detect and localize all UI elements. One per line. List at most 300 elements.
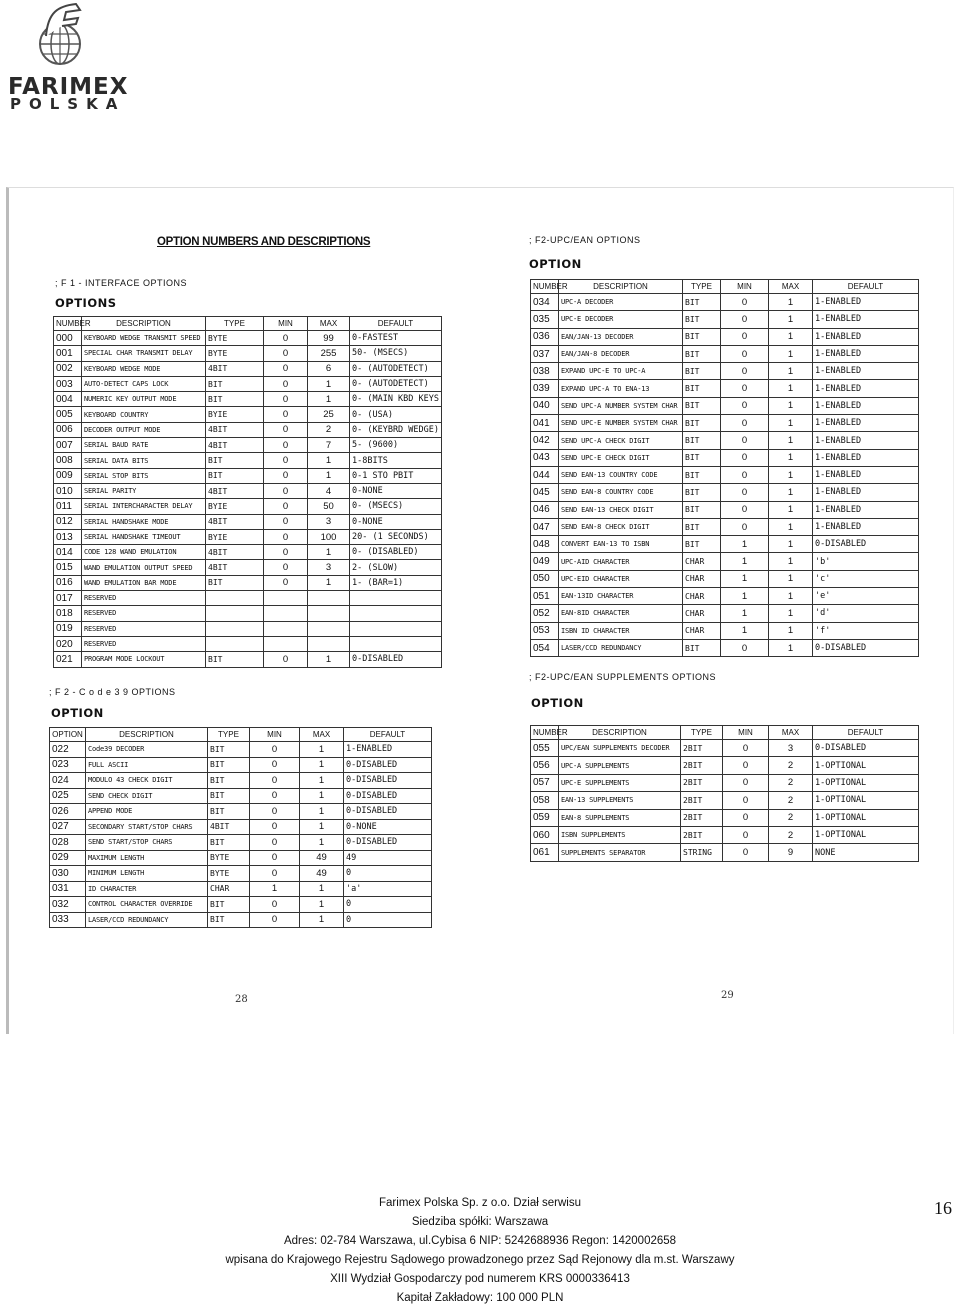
option-number: 035: [531, 311, 559, 328]
option-description: EXPAND UPC-E TO UPC-A: [559, 363, 683, 380]
option-description: SERIAL STOP BITS: [82, 468, 206, 483]
option-default: [350, 636, 442, 651]
option-number: 012: [54, 514, 82, 529]
option-min: 0: [264, 483, 308, 498]
footer-line: Kapitał Zakładowy: 100 000 PLN: [396, 1292, 564, 1304]
option-default: 1-OPTIONAL: [813, 774, 919, 791]
option-default: 1-ENABLED: [813, 415, 919, 432]
option-description: MINIMUM LENGTH: [86, 866, 208, 882]
option-number: 002: [54, 361, 82, 376]
option-min: 0: [250, 804, 300, 820]
option-description: UPC/EAN SUPPLEMENTS DECODER: [559, 740, 681, 757]
option-max: 1: [308, 575, 350, 590]
option-description: PROGRAM MODE LOCKOUT: [82, 652, 206, 667]
option-min: 0: [264, 438, 308, 453]
table-row: [54, 407, 442, 422]
option-type: 2BIT: [681, 792, 723, 809]
option-default: 1-OPTIONAL: [813, 792, 919, 809]
option-min: 0: [264, 545, 308, 560]
option-default: 0- (USA): [350, 407, 442, 422]
column-header: MIN: [250, 728, 300, 742]
table-row: [531, 397, 919, 414]
option-default: 0-NONE: [344, 819, 432, 835]
option-min: 0: [250, 866, 300, 882]
option-number: 049: [531, 553, 559, 570]
column-header: MAX: [308, 317, 350, 331]
company-footer: [150, 1194, 810, 1308]
option-min: 0: [264, 392, 308, 407]
option-number: 022: [50, 742, 86, 758]
option-description: RESERVED: [82, 606, 206, 621]
option-default: 1-ENABLED: [344, 742, 432, 758]
option-number: 033: [50, 912, 86, 928]
option-description: MODULO 43 CHECK DIGIT: [86, 773, 208, 789]
column-header: MIN: [721, 280, 769, 294]
option-type: BIT: [683, 363, 721, 380]
option-description: DECODER OUTPUT MODE: [82, 422, 206, 437]
f2-code39-option-heading: OPTION: [51, 706, 104, 720]
option-default: 0: [344, 897, 432, 913]
option-number: 021: [54, 652, 82, 667]
table-row: [54, 621, 442, 636]
option-description: SEND EAN-13 COUNTRY CODE: [559, 466, 683, 483]
table-header-row: [50, 728, 432, 742]
option-default: 0-DISABLED: [344, 804, 432, 820]
column-header: MAX: [769, 280, 813, 294]
option-type: BIT: [683, 536, 721, 553]
option-type: CHAR: [683, 588, 721, 605]
option-type: BYTE: [206, 331, 264, 346]
column-header: TYPE: [208, 728, 250, 742]
option-type: BIT: [208, 742, 250, 758]
option-description: UPC-E SUPPLEMENTS: [559, 774, 681, 791]
option-min: 0: [250, 773, 300, 789]
table-row: [531, 809, 919, 826]
option-description: SEND UPC-A NUMBER SYSTEM CHAR: [559, 397, 683, 414]
option-description: EAN-8ID CHARACTER: [559, 605, 683, 622]
option-number: 020: [54, 636, 82, 651]
option-default: 0-FASTEST: [350, 331, 442, 346]
table-row: [531, 588, 919, 605]
option-default: 1-ENABLED: [813, 484, 919, 501]
table-row: [54, 606, 442, 621]
option-type: CHAR: [683, 553, 721, 570]
option-type: BIT: [206, 575, 264, 590]
table-row: [531, 501, 919, 518]
option-number: 008: [54, 453, 82, 468]
option-max: [308, 636, 350, 651]
option-number: 017: [54, 591, 82, 606]
option-max: 1: [308, 453, 350, 468]
option-description: SEND CHECK DIGIT: [86, 788, 208, 804]
column-header: MAX: [300, 728, 344, 742]
option-number: 034: [531, 294, 559, 311]
option-max: 1: [300, 788, 344, 804]
table-row: [531, 432, 919, 449]
option-description: SEND EAN-8 CHECK DIGIT: [559, 518, 683, 535]
option-type: 4BIT: [208, 819, 250, 835]
option-min: 0: [721, 311, 769, 328]
option-type: BIT: [208, 757, 250, 773]
table-row: [54, 514, 442, 529]
option-min: 0: [721, 432, 769, 449]
option-number: 056: [531, 757, 559, 774]
option-number: 039: [531, 380, 559, 397]
option-number: 040: [531, 397, 559, 414]
option-min: 1: [721, 553, 769, 570]
option-max: 3: [769, 740, 813, 757]
option-min: 0: [264, 422, 308, 437]
option-type: BIT: [206, 376, 264, 391]
option-type: BIT: [683, 484, 721, 501]
option-min: 0: [250, 850, 300, 866]
table-row: [50, 866, 432, 882]
footer-line: Siedziba spółki: Warszawa: [411, 1216, 549, 1228]
option-default: 0- (KEYBRD WEDGE): [350, 422, 442, 437]
option-min: 1: [721, 605, 769, 622]
option-number: 058: [531, 792, 559, 809]
table-row: [54, 422, 442, 437]
table-row: [54, 499, 442, 514]
option-max: 1: [769, 311, 813, 328]
option-default: [350, 621, 442, 636]
option-min: 0: [723, 740, 769, 757]
option-number: 009: [54, 468, 82, 483]
table-row: [531, 536, 919, 553]
option-type: BIT: [683, 466, 721, 483]
option-max: 1: [769, 553, 813, 570]
globe-logo-icon: [36, 2, 84, 70]
option-number: 031: [50, 881, 86, 897]
option-default: 1-ENABLED: [813, 311, 919, 328]
option-number: 061: [531, 844, 559, 861]
document-page-number: 16: [934, 1198, 952, 1218]
option-min: 0: [264, 575, 308, 590]
option-type: BIT: [208, 788, 250, 804]
option-description: AUTO-DETECT CAPS LOCK: [82, 376, 206, 391]
table-row: [50, 819, 432, 835]
f2-supplements-option-heading: OPTION: [531, 696, 584, 710]
option-default: 1-ENABLED: [813, 363, 919, 380]
option-type: BIT: [683, 328, 721, 345]
table-row: [531, 605, 919, 622]
option-type: BIT: [683, 345, 721, 362]
option-default: 0- (MAIN KBD KEYS: [350, 392, 442, 407]
table-row: [531, 622, 919, 639]
option-min: 1: [721, 588, 769, 605]
option-max: 2: [769, 774, 813, 791]
option-max: 1: [769, 345, 813, 362]
option-number: 037: [531, 345, 559, 362]
table-row: [50, 912, 432, 928]
table-row: [50, 742, 432, 758]
option-type: STRING: [681, 844, 723, 861]
option-type: [206, 606, 264, 621]
option-type: 2BIT: [681, 740, 723, 757]
option-description: EAN-13 SUPPLEMENTS: [559, 792, 681, 809]
table-row: [531, 774, 919, 791]
option-min: 0: [721, 345, 769, 362]
option-description: SERIAL PARITY: [82, 483, 206, 498]
option-default: 1-ENABLED: [813, 345, 919, 362]
brand-name: FARIMEX: [8, 74, 129, 100]
option-description: SEND UPC-A CHECK DIGIT: [559, 432, 683, 449]
option-default: 'd': [813, 605, 919, 622]
option-type: BIT: [208, 912, 250, 928]
option-max: 1: [769, 518, 813, 535]
option-number: 032: [50, 897, 86, 913]
table-row: [531, 826, 919, 843]
option-min: 0: [721, 294, 769, 311]
scanned-manual-pages: [6, 187, 954, 1034]
option-description: UPC-E DECODER: [559, 311, 683, 328]
table-row: [531, 518, 919, 535]
option-min: 0: [721, 380, 769, 397]
table-row: [531, 553, 919, 570]
option-description: KEYBOARD WEDGE TRANSMIT SPEED: [82, 331, 206, 346]
option-description: WAND EMULATION OUTPUT SPEED: [82, 560, 206, 575]
option-max: 6: [308, 361, 350, 376]
option-number: 028: [50, 835, 86, 851]
option-default: 0-DISABLED: [813, 639, 919, 656]
option-max: 7: [308, 438, 350, 453]
option-min: 0: [721, 501, 769, 518]
option-description: RESERVED: [82, 636, 206, 651]
option-max: 1: [769, 449, 813, 466]
table-row: [531, 415, 919, 432]
option-description: CONTROL CHARACTER OVERRIDE: [86, 897, 208, 913]
option-default: 1-ENABLED: [813, 432, 919, 449]
table-row: [531, 345, 919, 362]
option-max: 1: [769, 294, 813, 311]
option-max: 1: [769, 622, 813, 639]
option-default: 2- (SLOW): [350, 560, 442, 575]
option-max: 1: [769, 415, 813, 432]
option-default: 1-ENABLED: [813, 380, 919, 397]
upc-ean-options-table: [530, 279, 919, 657]
table-row: [54, 331, 442, 346]
option-default: 'a': [344, 881, 432, 897]
table-row: [50, 881, 432, 897]
option-max: 1: [769, 397, 813, 414]
option-type: CHAR: [683, 605, 721, 622]
option-description: ID CHARACTER: [86, 881, 208, 897]
option-type: [206, 621, 264, 636]
option-description: LASER/CCD REDUNDANCY: [559, 639, 683, 656]
option-type: BIT: [683, 415, 721, 432]
option-number: 026: [50, 804, 86, 820]
column-header: DEFAULT: [350, 317, 442, 331]
option-type: BYIE: [206, 407, 264, 422]
option-number: 030: [50, 866, 86, 882]
option-description: EXPAND UPC-A TO ENA-13: [559, 380, 683, 397]
option-min: 1: [250, 881, 300, 897]
option-max: 1: [300, 819, 344, 835]
option-description: SEND UPC-E NUMBER SYSTEM CHAR: [559, 415, 683, 432]
option-type: BIT: [206, 468, 264, 483]
option-description: KEYBOARD WEDGE MODE: [82, 361, 206, 376]
table-header-row: [54, 317, 442, 331]
option-default: 0-DISABLED: [813, 740, 919, 757]
option-default: 50- (MSECS): [350, 346, 442, 361]
option-default: 49: [344, 850, 432, 866]
option-default: 'f': [813, 622, 919, 639]
option-min: 0: [264, 453, 308, 468]
option-max: 1: [769, 380, 813, 397]
option-type: BIT: [683, 311, 721, 328]
option-default: 0: [344, 912, 432, 928]
option-number: 019: [54, 621, 82, 636]
option-description: LASER/CCD REDUNDANCY: [86, 912, 208, 928]
table-row: [531, 449, 919, 466]
option-number: 029: [50, 850, 86, 866]
option-type: [206, 591, 264, 606]
option-default: 1-ENABLED: [813, 397, 919, 414]
option-type: 4BIT: [206, 422, 264, 437]
footer-line: XIII Wydział Gospodarczy pod numerem KRS 0000336413: [330, 1273, 630, 1285]
table-header-row: [531, 280, 919, 294]
option-description: SECONDARY START/STOP CHARS: [86, 819, 208, 835]
column-header: NUMBER: [531, 280, 559, 294]
option-default: 1-ENABLED: [813, 294, 919, 311]
option-max: 2: [308, 422, 350, 437]
option-description: UPC-A DECODER: [559, 294, 683, 311]
option-type: [206, 636, 264, 651]
option-description: EAN/JAN-13 DECODER: [559, 328, 683, 345]
option-number: 045: [531, 484, 559, 501]
option-type: BYIE: [206, 529, 264, 544]
option-min: 0: [721, 518, 769, 535]
table-row: [54, 346, 442, 361]
column-header: TYPE: [681, 726, 723, 740]
option-max: 49: [300, 866, 344, 882]
option-default: 'b': [813, 553, 919, 570]
option-default: 'e': [813, 588, 919, 605]
option-min: 0: [264, 529, 308, 544]
option-number: 011: [54, 499, 82, 514]
option-min: 0: [264, 499, 308, 514]
option-number: 044: [531, 466, 559, 483]
option-max: 2: [769, 757, 813, 774]
option-type: 2BIT: [681, 826, 723, 843]
table-row: [50, 897, 432, 913]
option-number: 054: [531, 639, 559, 656]
option-type: BIT: [683, 294, 721, 311]
table-row: [54, 591, 442, 606]
table-row: [531, 380, 919, 397]
code39-options-table: [49, 727, 432, 928]
column-header: TYPE: [683, 280, 721, 294]
option-type: BIT: [683, 639, 721, 656]
option-description: SERIAL HANDSHAKE MODE: [82, 514, 206, 529]
option-default: 1-OPTIONAL: [813, 809, 919, 826]
f2-upc-section-label: ; F2-UPC/EAN OPTIONS: [529, 235, 641, 245]
table-row: [531, 466, 919, 483]
option-min: 0: [250, 912, 300, 928]
option-max: 1: [300, 742, 344, 758]
option-type: BIT: [206, 453, 264, 468]
page-number-left: 28: [235, 994, 248, 1005]
option-max: 1: [300, 881, 344, 897]
option-max: 1: [308, 376, 350, 391]
option-min: 0: [721, 484, 769, 501]
option-number: 047: [531, 518, 559, 535]
option-type: 4BIT: [206, 361, 264, 376]
option-max: 1: [300, 804, 344, 820]
option-description: EAN-13ID CHARACTER: [559, 588, 683, 605]
option-description: CODE 128 WAND EMULATION: [82, 545, 206, 560]
option-max: 1: [769, 570, 813, 587]
column-header: MIN: [723, 726, 769, 740]
option-description: Code39 DECODER: [86, 742, 208, 758]
option-max: 1: [300, 897, 344, 913]
option-type: CHAR: [208, 881, 250, 897]
option-number: 018: [54, 606, 82, 621]
option-default: 0-1 STO PBIT: [350, 468, 442, 483]
option-max: 1: [769, 501, 813, 518]
table-row: [54, 575, 442, 590]
option-max: 1: [300, 912, 344, 928]
table-row: [531, 294, 919, 311]
option-description: SUPPLEMENTS SEPARATOR: [559, 844, 681, 861]
column-header: DEFAULT: [813, 280, 919, 294]
option-max: 50: [308, 499, 350, 514]
option-default: 1-OPTIONAL: [813, 826, 919, 843]
option-number: 043: [531, 449, 559, 466]
option-default: 0-DISABLED: [344, 773, 432, 789]
option-number: 010: [54, 483, 82, 498]
table-row: [54, 361, 442, 376]
option-type: BIT: [208, 835, 250, 851]
option-default: 1-ENABLED: [813, 518, 919, 535]
option-description: MAXIMUM LENGTH: [86, 850, 208, 866]
option-min: 0: [250, 788, 300, 804]
option-description: EAN-8 SUPPLEMENTS: [559, 809, 681, 826]
table-header-row: [531, 726, 919, 740]
table-row: [54, 652, 442, 667]
table-row: [50, 850, 432, 866]
option-min: 0: [721, 415, 769, 432]
option-max: 1: [308, 392, 350, 407]
option-max: [308, 591, 350, 606]
table-row: [531, 570, 919, 587]
table-row: [54, 529, 442, 544]
option-min: [264, 621, 308, 636]
column-header: DESCRIPTION: [559, 280, 683, 294]
option-default: 0-DISABLED: [344, 835, 432, 851]
option-type: BYTE: [206, 346, 264, 361]
option-default: 0: [344, 866, 432, 882]
option-type: BIT: [208, 897, 250, 913]
option-min: 0: [250, 897, 300, 913]
option-type: 4BIT: [206, 483, 264, 498]
option-number: 000: [54, 331, 82, 346]
column-header: DESCRIPTION: [86, 728, 208, 742]
option-description: RESERVED: [82, 621, 206, 636]
option-number: 015: [54, 560, 82, 575]
option-max: [308, 621, 350, 636]
f2-upc-option-heading: OPTION: [529, 257, 582, 271]
option-default: 'c': [813, 570, 919, 587]
option-max: 3: [308, 560, 350, 575]
table-row: [50, 757, 432, 773]
table-row: [54, 636, 442, 651]
option-default: 0-NONE: [350, 514, 442, 529]
option-number: 024: [50, 773, 86, 789]
option-min: 0: [721, 466, 769, 483]
option-min: 0: [721, 449, 769, 466]
f1-options-table: [53, 316, 442, 668]
